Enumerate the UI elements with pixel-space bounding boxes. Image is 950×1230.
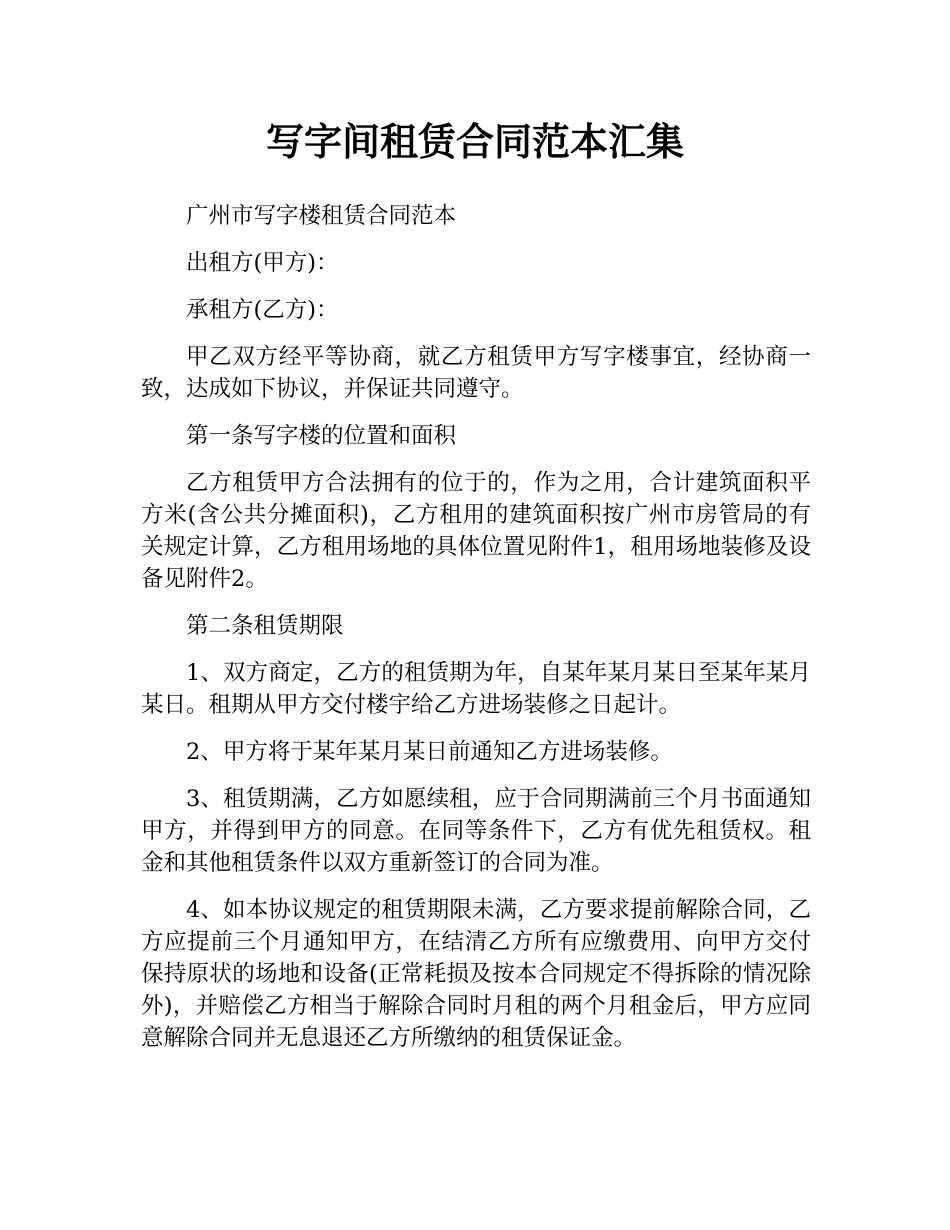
document-body xyxy=(141,200,811,1069)
paragraph-clause-4: 4、如本协议规定的租赁期限未满，乙方要求提前解除合同，乙方应提前三个月通知甲方，在结清乙方所有应缴费用、向甲方交付保持原状的场地和设备(正常耗损及按本合同规定不得拆除的情况除外)，并赔偿乙方相当于解除合同时月租的两个月租金后，甲方应同意解除合同并无息退还乙方所缴纳的租赁保证金。 xyxy=(141,897,811,1051)
document-title: 写字间租赁合同范本汇集 xyxy=(265,120,684,164)
paragraph-preamble: 甲乙双方经平等协商，就乙方租赁甲方写字楼事宜，经协商一致，达成如下协议，并保证共同遵守。 xyxy=(141,344,811,402)
paragraph-article-2-heading: 第二条租赁期限 xyxy=(186,613,344,639)
paragraph-lessee: 承租方(乙方)： xyxy=(186,297,339,323)
paragraph-clause-1: 1、双方商定，乙方的租赁期为年，自某年某月某日至某年某月某日。租期从甲方交付楼宇给乙方进场装修之日起计。 xyxy=(141,660,811,718)
paragraph-article-1-heading: 第一条写字楼的位置和面积 xyxy=(186,423,457,449)
paragraph-clause-2: 2、甲方将于某年某月某日前通知乙方进场装修。 xyxy=(186,739,673,765)
paragraph-lessor: 出租方(甲方)： xyxy=(186,250,339,276)
paragraph-article-1-body: 乙方租赁甲方合法拥有的位于的，作为之用，合计建筑面积平方米(含公共分摊面积)，乙方租用的建筑面积按广州市房管局的有关规定计算，乙方租用场地的具体位置见附件1，租用场地装修及设备见附件2。 xyxy=(141,470,811,592)
paragraph-clause-3: 3、租赁期满，乙方如愿续租，应于合同期满前三个月书面通知甲方，并得到甲方的同意。在同等条件下，乙方有优先租赁权。租金和其他租赁条件以双方重新签订的合同为准。 xyxy=(141,786,811,876)
paragraph-heading-city: 广州市写字楼租赁合同范本 xyxy=(186,203,457,229)
